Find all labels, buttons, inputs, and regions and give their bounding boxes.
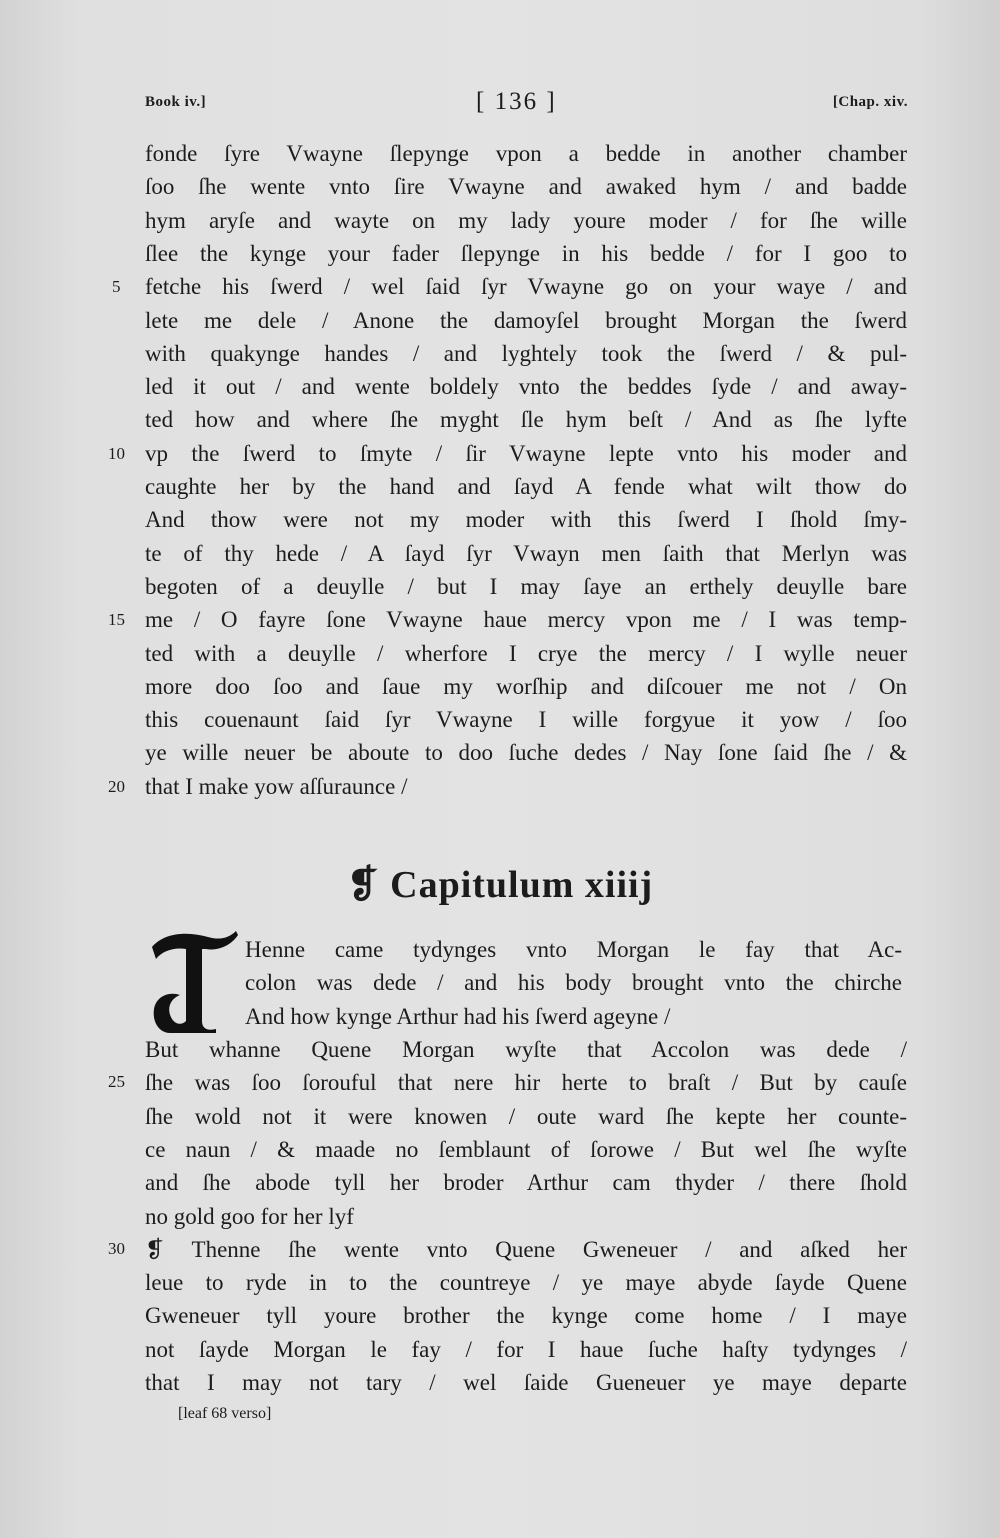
text-line: caughte her by the hand and ſayd A fende what wilt thow do [145, 474, 907, 499]
text-line: with quakynge handes / and lyghtely took the ſwerd / & pul- [145, 340, 907, 366]
line-number: 30 [108, 1239, 125, 1258]
text-line: And thow were not my moder with this ſwerd I ſhold ſmy- [145, 507, 907, 533]
text-line: ❡ Thenne ſhe wente vnto Quene Gweneuer / and aſked her [145, 1236, 907, 1262]
text-line: ce naun / & maade no ſemblaunt of ſorowe / But wel ſhe wyſte [145, 1136, 907, 1162]
text-line: and ſhe abode tyll her broder Arthur cam thyder / there ſhold [145, 1170, 907, 1196]
text-line: te of thy hede / A ſayd ſyr Vwayn men ſaith that Merlyn was [145, 540, 907, 566]
text-line: colon was dede / and his body brought vnto the chirche [245, 970, 902, 996]
text-line: this couenaunt ſaid ſyr Vwayne I wille forgyue it yow / ſoo [145, 707, 907, 733]
text-line: more doo ſoo and ſaue my worſhip and diſcouer me not / On [145, 673, 907, 699]
text-line: me / O fayre ſone Vwayne haue mercy vpon me / I was temp- [145, 607, 907, 633]
line-number: 20 [108, 777, 125, 796]
text-line: ye wille neuer be aboute to doo ſuche dedes / Nay ſone ſaid ſhe / & [145, 740, 907, 766]
page-number: [ 136 ] [476, 88, 557, 115]
text-line: lete me dele / Anone the damoyſel brought Morgan the ſwerd [145, 307, 907, 333]
line-number: 25 [108, 1072, 125, 1091]
running-head-chapter: [Chap. xiv. [832, 94, 908, 110]
page-header [0, 88, 1000, 122]
text-line: not ſayde Morgan le fay / for I haue ſuche haſty tydynges / [145, 1336, 907, 1362]
running-head-book: Book iv.] [145, 94, 207, 110]
leaf-note: [leaf 68 verso] [178, 1405, 272, 1422]
text-line: no gold goo for her lyf [145, 1203, 354, 1229]
text-line: ſoo ſhe wente vnto ſire Vwayne and awaked hym / and badde [145, 174, 907, 200]
text-line: And how kynge Arthur had his ſwerd ageyne / [245, 1003, 671, 1029]
line-number: 5 [112, 277, 121, 296]
text-line: that I may not tary / wel ſaide Gueneuer ye maye departe [145, 1370, 907, 1395]
text-line: ſlee the kynge your fader ſlepynge in his bedde / for I goo to [145, 240, 907, 266]
text-line: ſhe was ſoo ſorouful that nere hir herte to braſt / But by cauſe [145, 1070, 907, 1096]
text-line: ted with a deuylle / wherfore I crye the mercy / I wylle neuer [145, 640, 907, 666]
line-number: 10 [108, 444, 125, 463]
text-line: Henne came tydynges vnto Morgan le fay that Ac- [245, 937, 902, 962]
text-line: begoten of a deuylle / but I may ſaye an erthely deuylle bare [145, 573, 907, 599]
text-line: ted how and where ſhe myght ſle hym beſt / And as ſhe lyfte [145, 407, 907, 433]
text-line: hym aryſe and wayte on my lady youre moder / for ſhe wille [145, 207, 907, 233]
text-line: Gweneuer tyll youre brother the kynge come home / I maye [145, 1303, 907, 1329]
text-line: ſhe wold not it were knowen / oute ward ſhe kepte her counte- [145, 1103, 907, 1129]
text-line: fetche his ſwerd / wel ſaid ſyr Vwayne go on your waye / and [145, 274, 907, 300]
text-line: But whanne Quene Morgan wyſte that Accolon was dede / [145, 1037, 907, 1062]
text-line: led it out / and wente boldely vnto the beddes ſyde / and away- [145, 374, 907, 400]
text-line: that I make yow aſſuraunce / [145, 773, 408, 799]
text-line: leue to ryde in to the countreye / ye maye abyde ſayde Quene [145, 1270, 907, 1296]
text-line: fonde ſyre Vwayne ſlepynge vpon a bedde in another chamber [145, 141, 907, 166]
chapter-heading: ❡ Capitulum xiiij [346, 864, 654, 906]
text-line: vp the ſwerd to ſmyte / ſir Vwayne lepte vnto his moder and [145, 440, 907, 466]
dropcap-letter-t [146, 925, 240, 1035]
line-number: 15 [108, 610, 125, 629]
